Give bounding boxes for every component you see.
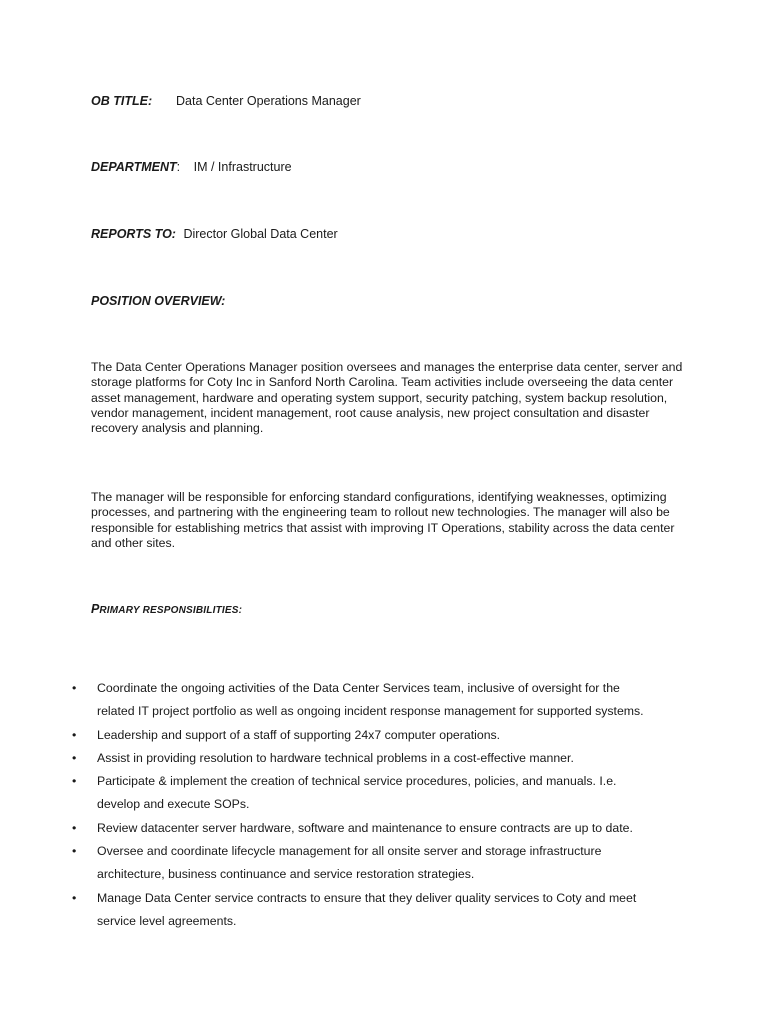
bullet-icon: • (72, 890, 77, 905)
bullet-icon: • (72, 727, 77, 742)
department-colon: : (176, 160, 181, 174)
list-item (0, 887, 657, 934)
list-item-text: Manage Data Center service contracts to ensure that they deliver quality services to Coty and meet service level agreements. (97, 890, 637, 928)
list-item-text: Coordinate the ongoing activities of the Data Center Services team, inclusive of oversight for the related IT project portfolio as well as ongoing incident response management for supported systems. (97, 681, 644, 719)
overview-paragraph-1: The Data Center Operations Manager position oversees and manages the enterprise data center, server and storage platforms for Coty Inc in Sanford North Carolina. Team activities include overseeing the data center asset management, hardware and operating system support, security patching, system backup resolution, vendor management, incident management, root cause analysis, new project consultation and disaster recovery analysis and planning. (91, 360, 683, 436)
department-field (91, 160, 292, 174)
list-item (0, 840, 657, 887)
bullet-icon: • (72, 844, 77, 859)
responsibilities-list (0, 677, 768, 933)
job-title-label: OB TITLE: (91, 94, 153, 108)
job-title-value: Data Center Operations Manager (176, 94, 361, 108)
bullet-icon: • (72, 774, 77, 789)
primary-responsibilities-heading (91, 602, 242, 616)
reports-to-label: REPORTS TO: (91, 227, 176, 241)
list-item (0, 747, 657, 770)
position-overview-heading (91, 294, 225, 308)
bullet-icon: • (72, 681, 77, 695)
responsibilities-heading-rest: RIMARY RESPONSIBILITIES: (99, 605, 243, 616)
list-item-text: Participate & implement the creation of technical service procedures, policies, and manuals. I.e. develop and execute SOPs. (97, 774, 617, 812)
job-title-field (91, 94, 361, 108)
responsibilities-heading-initial: P (91, 602, 100, 616)
overview-paragraph-2: The manager will be responsible for enforcing standard configurations, identifying weaknesses, optimizing processes, and partnering with the engineering team to rollout new technologies. The manager will also be responsible for establishing metrics that assist with improving IT Operations, stability across the data center and other sites. (91, 490, 675, 550)
position-overview-label: POSITION OVERVIEW: (91, 294, 226, 308)
list-item (0, 724, 657, 747)
reports-to-field (91, 227, 338, 241)
list-item (0, 817, 657, 840)
list-item (0, 677, 657, 724)
department-value: IM / Infrastructure (193, 160, 292, 174)
list-item (0, 770, 657, 817)
list-item-text: Oversee and coordinate lifecycle management for all onsite server and storage infrastructure architecture, business continuance and service restoration strategies. (97, 844, 602, 882)
department-label: DEPARTMENT (91, 160, 177, 174)
bullet-icon: • (72, 820, 77, 835)
list-item-text: Review datacenter server hardware, software and maintenance to ensure contracts are up to date. (97, 820, 633, 835)
list-item-text: Assist in providing resolution to hardware technical problems in a cost-effective manner. (97, 750, 574, 765)
bullet-icon: • (72, 750, 77, 765)
reports-to-value: Director Global Data Center (183, 227, 338, 241)
list-item-text: Leadership and support of a staff of supporting 24x7 computer operations. (97, 727, 501, 742)
